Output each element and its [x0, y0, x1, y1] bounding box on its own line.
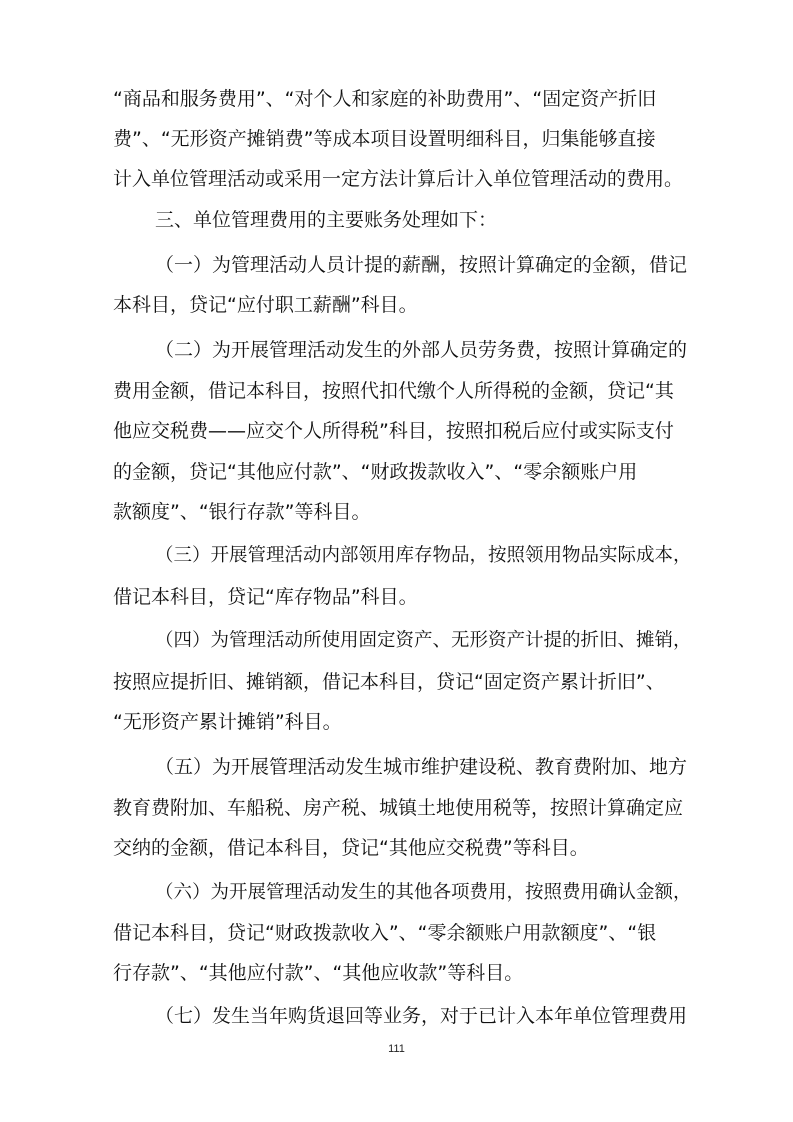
text-line: （三）开展管理活动内部领用库存物品，按照领用物品实际成本，	[155, 545, 692, 566]
page-number: 111	[388, 1043, 405, 1055]
text-line: 的金额，贷记“其他应付款”、“财政拨款收入”、“零余额账户用	[113, 461, 638, 483]
text-line: “无形资产累计摊销”科目。	[113, 711, 342, 733]
text-line: “商品和服务费用”、“对个人和家庭的补助费用”、“固定资产折旧	[113, 88, 657, 110]
text-line: 计入单位管理活动或采用一定方法计算后计入单位管理活动的费用。	[113, 168, 684, 190]
text-line: 借记本科目，贷记“财政拨款收入”、“零余额账户用款额度”、“银	[113, 922, 657, 944]
text-line: （六）为开展管理活动发生的其他各项费用，按照费用确认金额，	[155, 882, 692, 903]
text-line: 行存款”、“其他应付款”、“其他应收款”等科目。	[113, 962, 524, 984]
text-line: 本科目，贷记“应付职工薪酬”科目。	[113, 294, 418, 316]
text-line: （四）为管理活动所使用固定资产、无形资产计提的折旧、摊销，	[155, 630, 692, 651]
text-line: 他应交税费——应交个人所得税”科目，按照扣税后应付或实际支付	[113, 420, 674, 442]
text-line: 按照应提折旧、摊销额，借记本科目，贷记“固定资产累计折旧”、	[113, 671, 665, 693]
text-line: （五）为开展管理活动发生城市维护建设税、教育费附加、地方	[155, 756, 688, 778]
text-line: 教育费附加、车船税、房产税、城镇土地使用税等，按照计算确定应	[113, 797, 684, 819]
text-line: 费”、“无形资产摊销费”等成本项目设置明细科目，归集能够直接	[113, 128, 656, 150]
text-line: 款额度”、“银行存款”等科目。	[113, 501, 371, 523]
text-line: 交纳的金额，借记本科目，贷记“其他应交税费”等科目。	[113, 837, 589, 859]
text-line: 费用金额，借记本科目，按照代扣代缴个人所得税的金额，贷记“其	[113, 380, 674, 402]
section-heading: 三、单位管理费用的主要账务处理如下：	[155, 209, 498, 231]
text-line: 借记本科目，贷记“库存物品”科目。	[113, 586, 418, 608]
text-line: （二）为开展管理活动发生的外部人员劳务费，按照计算确定的	[155, 339, 688, 361]
text-line: （七）发生当年购货退回等业务，对于已计入本年单位管理费用	[155, 1005, 688, 1027]
text-line: （一）为管理活动人员计提的薪酬，按照计算确定的金额，借记	[155, 254, 688, 276]
